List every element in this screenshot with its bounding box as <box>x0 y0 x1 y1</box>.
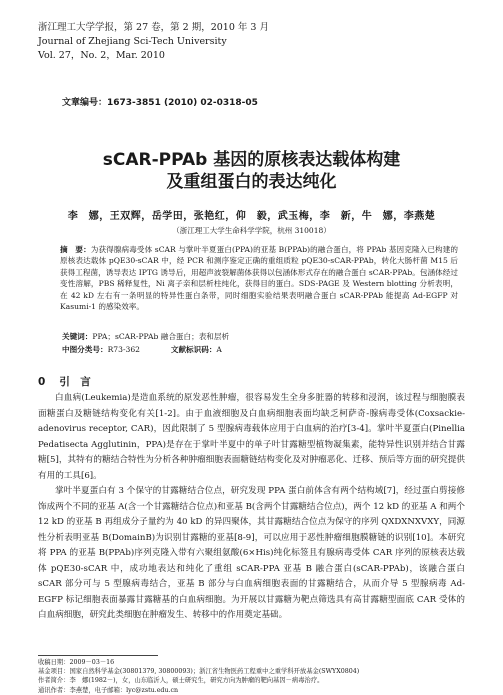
author-bio: 作者简介：李 娜(1982－)，女，山东临沂人，硕士研究生，研究方向为肿瘤的靶向基因－病毒治疗。 <box>38 677 324 685</box>
footnotes <box>38 658 468 695</box>
article-number: 文章编号：1673-3851 (2010) 02-0318-05 <box>62 98 258 108</box>
abstract <box>60 244 458 312</box>
keywords-label: 关键词： <box>62 332 93 341</box>
journal-volume: Vol. 27，No. 2，Mar. 2010 <box>38 50 165 61</box>
affiliation: （浙江理工大学生命科学学院，杭州 310018） <box>172 226 331 235</box>
classification <box>62 344 460 355</box>
paper-title-line1: sCAR-PPAb 基因的原核表达载体构建 <box>102 150 401 170</box>
footnote-divider <box>38 655 158 656</box>
section-heading <box>38 374 91 389</box>
doc-code-label: 文献标识码： <box>170 345 217 354</box>
paragraph: 掌叶半夏蛋白有 3 个保守的甘露糖结合位点，研究发现 PPA 蛋白前体含有两个结构域[7]，经过蛋白剪接修饰成两个不同的亚基 A(含一个甘露糖结合位点)和亚基 B(含两个甘露糖结合位点)，两个 12 kD 的亚基 A 和两个 12 kD 的亚基 B 再组成分子量约为 40 kD 的异四聚体，其甘露糖结合位点为保守的序列 QXDXNXVXY，同源性分析表明亚基 B(DomainB)为识别甘露糖的亚基[8-9]，可以应用于恶性肿瘤细胞膜糖链的识别[10]。本研究将 PPA 的亚基 B(PPAb)序列克隆入带有六聚组氨酸(6×His)纯化标签且有腺病毒受体 CAR 序列的原核表达载体 pQE30-sCAR 中，成功地表达和纯化了重组 sCAR-PPA 亚基 B 融合蛋白(sCAR-PPAb)，该融合蛋白 sCAR 部分可与 5 型腺病毒结合，亚基 B 部分与白血病细胞表面的甘露糖结合，从而介导 5 型腺病毒 Ad-EGFP 标记细胞表面暴露甘露糖基的白血病细胞。为开展以甘露糖为靶点筛选具有高甘露糖型面底 CAR 受体的白血病细胞，研究此类细胞在肿瘤发生、转移中的作用奠定基础。 <box>38 486 465 620</box>
section-title: 引 言 <box>59 376 91 388</box>
corresponding-author: 通讯作者：李燕楚，电子邮箱：lyc@zstu.edu.cn <box>38 686 179 694</box>
clc-label: 中图分类号： <box>62 345 108 354</box>
abstract-label: 摘 要： <box>60 245 91 254</box>
author-list: 李 娜，王双辉，岳学田，张艳红，仰 毅，武玉梅，李 新，牛 娜，李燕楚 <box>67 211 436 222</box>
paragraph: 白血病(Leukemia)是造血系统的原发恶性肿瘤，很容易发生全身多脏器的转移和浸润，该过程与细胞膜表面糖蛋白及糖链结构变化有关[1-2]。由于血液细胞及白血病细胞表面均缺乏柯萨奇-腺病毒受体(Coxsackie-adenovirus receptor, CAR)，因此限制了 5 型腺病毒载体应用于白血病的治疗[3-4]。掌叶半夏蛋白(Pinellia Pedatisecta Agglutinin，PPA)是存在于掌叶半夏中的单子叶甘露糖型植物凝集素，能特异性识别并结合甘露糖[5]，其特有的糖结合特性为分析各种肿瘤细胞表面糖链结构变化及对肿瘤恶化、迁移、预后等方面的研究提供有用的工具[6]。 <box>38 393 465 481</box>
journal-title-en: Journal of Zhejiang Sci-Tech University <box>38 36 227 47</box>
body-text <box>38 391 465 624</box>
journal-title-cn: 浙江理工大学学报，第 27 卷，第 2 期，2010 年 3 月 <box>38 22 269 33</box>
abstract-text: 为获得腺病毒受体 sCAR 与掌叶半夏蛋白(PPA)的亚基 B(PPAb)的融合蛋白，将 PPAb 基因克隆入已构建的原核表达载体 pQE30-sCAR 中，经 PCR 和测序鉴定正确的重组质粒 pQE30-sCAR-PPAb，转化大肠杆菌 M15 后获得工程菌，诱导表达 IPTG 诱导后，用超声波裂解菌体获得以包涵体形式存在的融合蛋白 sCAR-PPAb。包涵体经过变性溶解，PBS 稀释复性，Ni 离子亲和层析柱纯化，获得目的蛋白。SDS-PAGE 及 Western blotting 分析表明，在 42 kD 左右有一条明显的特异性蛋白条带，同时细胞实验结果表明融合蛋白 sCAR-PPAb 能提高 Ad-EGFP 对 Kasumi-1 的感染效率。 <box>60 245 458 312</box>
fund-info: 基金项目：国家自然科学基金(30801379, 30800093)；浙江省生物医药工程重中之重学科开放基金(SWYX0804) <box>38 668 360 676</box>
received-date: 收稿日期：2009－03－16 <box>38 659 115 666</box>
clc-value: R73-362 <box>107 345 141 354</box>
keywords <box>62 331 460 342</box>
keywords-text: PPA；sCAR-PPAb 融合蛋白；表和层析 <box>92 332 230 341</box>
section-number: 0 <box>38 376 46 388</box>
paper-title-line2: 及重组蛋白的表达纯化 <box>166 172 337 192</box>
doc-code-value: A <box>216 345 222 354</box>
